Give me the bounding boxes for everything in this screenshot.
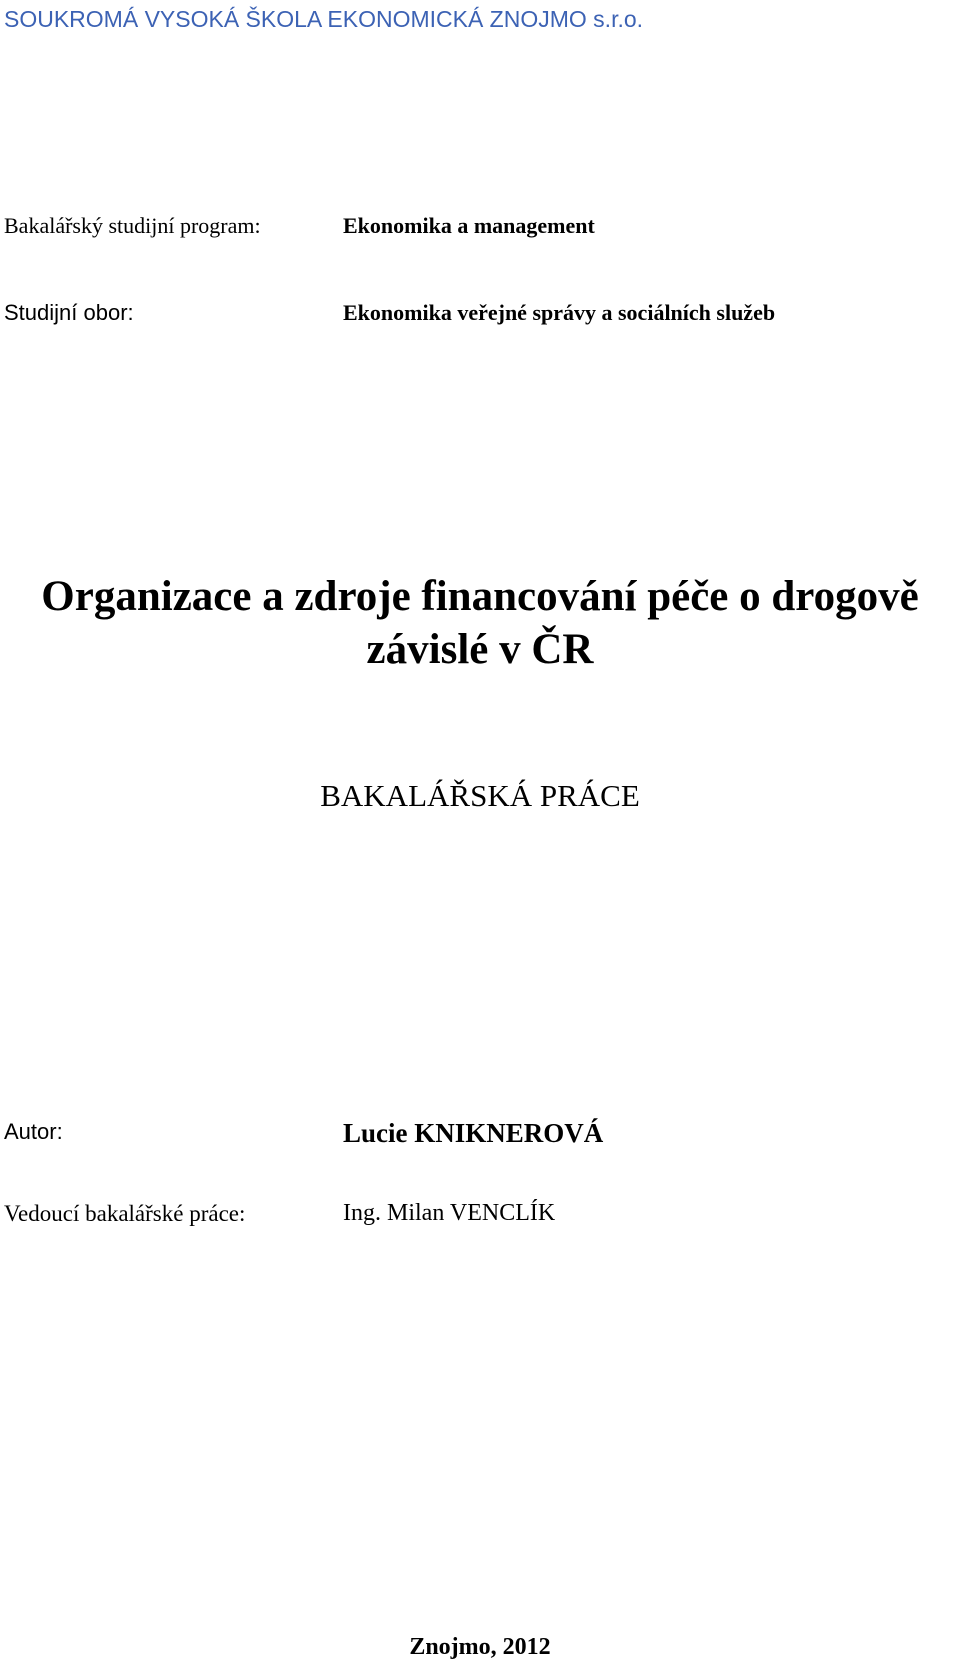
school-name: SOUKROMÁ VYSOKÁ ŠKOLA EKONOMICKÁ ZNOJMO s.r.o. xyxy=(4,6,644,32)
program-label: Bakalářský studijní program: xyxy=(4,213,261,238)
place-year: Znojmo, 2012 xyxy=(409,1634,551,1660)
program-value: Ekonomika a management xyxy=(343,213,595,238)
author-value: Lucie KNIKNEROVÁ xyxy=(343,1118,604,1148)
supervisor-label: Vedoucí bakalářské práce: xyxy=(4,1201,246,1226)
author-label: Autor: xyxy=(4,1119,63,1144)
thesis-title-line-2: závislé v ČR xyxy=(366,626,594,673)
field-label: Studijní obor: xyxy=(4,300,134,325)
field-value: Ekonomika veřejné správy a sociálních služeb xyxy=(343,300,776,325)
thesis-type: BAKALÁŘSKÁ PRÁCE xyxy=(320,778,640,813)
thesis-title-line-1: Organizace a zdroje financování péče o drogově xyxy=(41,573,919,620)
supervisor-value: Ing. Milan VENCLÍK xyxy=(343,1200,556,1226)
